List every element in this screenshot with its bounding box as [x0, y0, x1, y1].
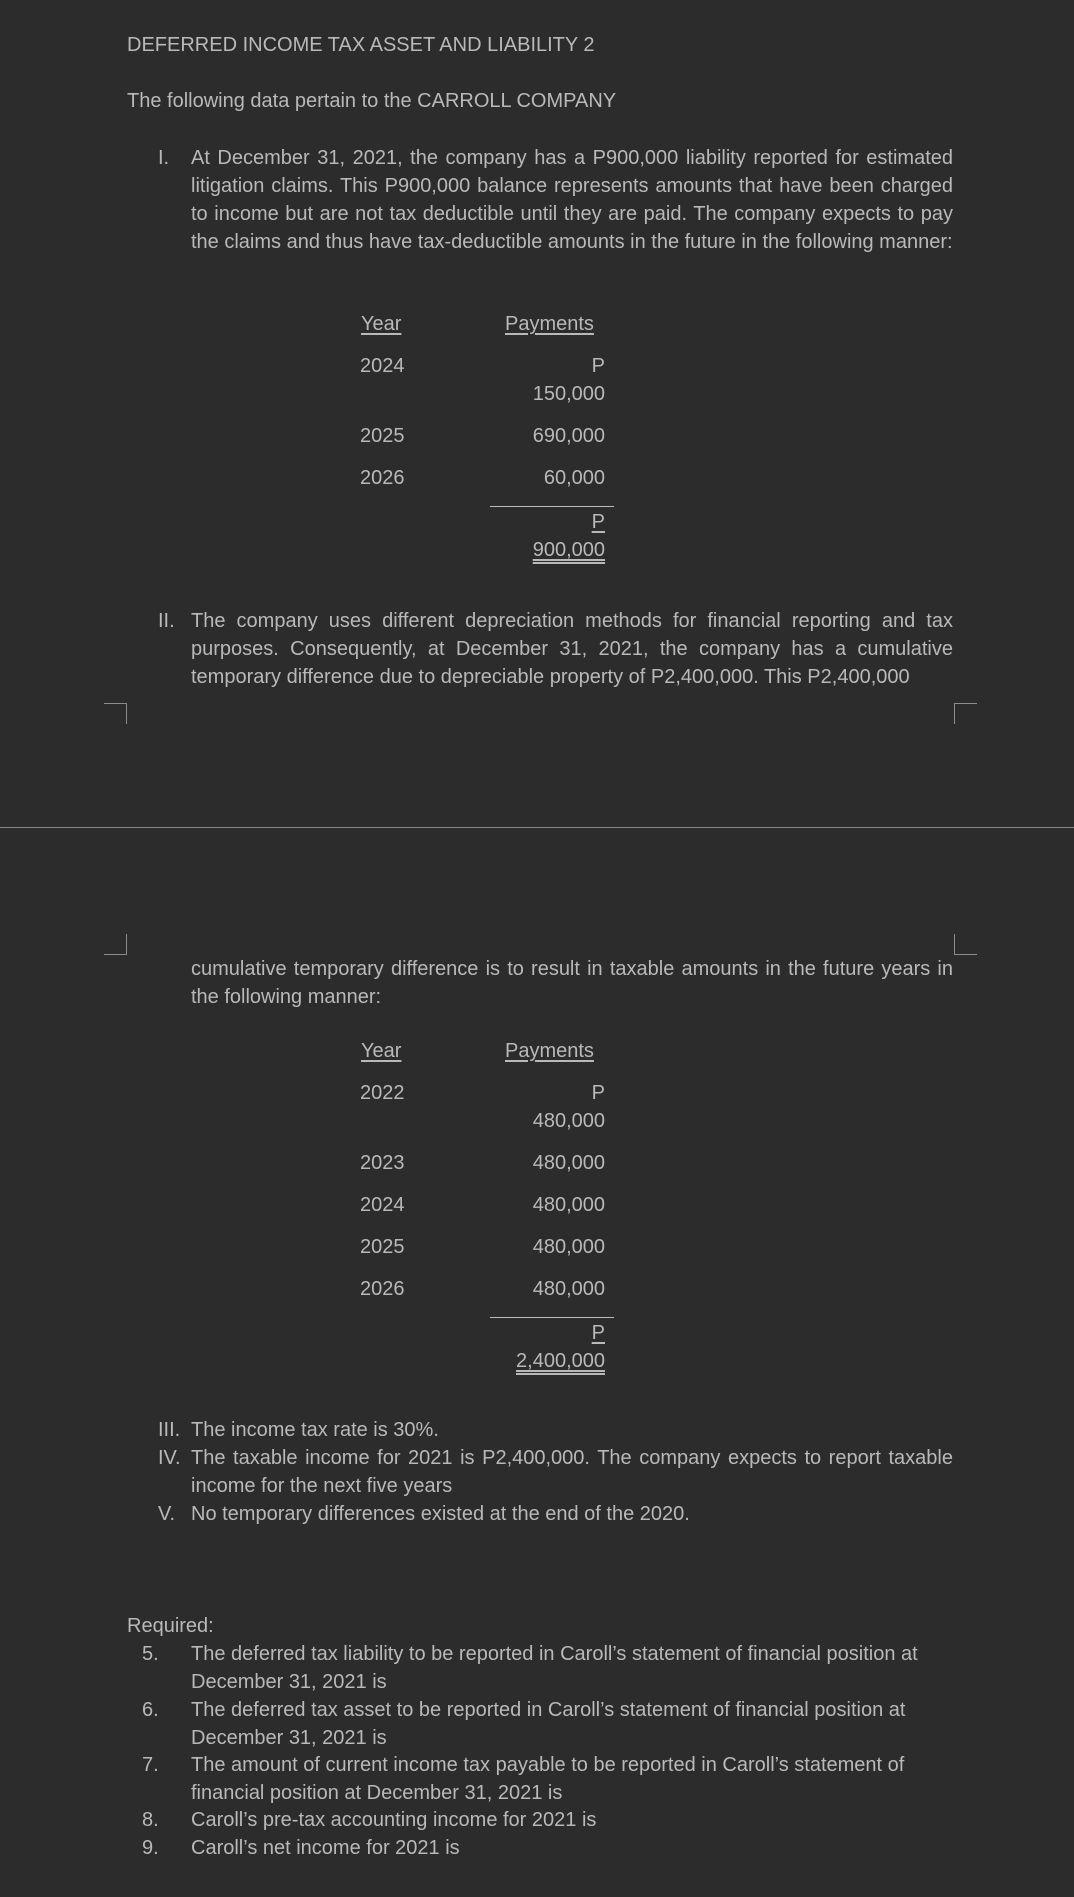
- table-1-year: 2026: [360, 467, 405, 489]
- table-2-currency: P: [591, 1082, 605, 1104]
- required-item: [0, 1834, 1074, 1862]
- table-2-total-rule: [490, 1317, 614, 1318]
- item-4-number: IV.: [158, 1447, 181, 1469]
- table-2-payments-header: Payments: [505, 1040, 594, 1062]
- required-item-text: The amount of current income tax payable to be reported in Caroll’s statement of financial position at December 31, 2021 is: [191, 1754, 905, 1804]
- required-item-number: 6.: [142, 1699, 159, 1721]
- table-2-total: 2,400,000: [516, 1350, 605, 1372]
- page-corner-mark: [954, 934, 977, 955]
- table-2-year: 2025: [360, 1236, 405, 1258]
- page-title: DEFERRED INCOME TAX ASSET AND LIABILITY 2: [127, 34, 595, 56]
- required-item-number: 5.: [142, 1643, 159, 1665]
- table-2-year: 2024: [360, 1194, 405, 1216]
- item-4-text: The taxable income for 2021 is P2,400,000. The company expects to report taxable income for the next five years: [191, 1447, 953, 1497]
- required-item: [0, 1806, 1074, 1834]
- required-item: [0, 1696, 1074, 1752]
- table-1-payments-header: Payments: [505, 313, 594, 335]
- required-label: Required:: [127, 1615, 214, 1637]
- table-1-currency: P: [591, 355, 605, 377]
- table-2-year: 2023: [360, 1152, 405, 1174]
- required-item-number: 7.: [142, 1754, 159, 1776]
- item-2: [128, 607, 953, 697]
- required-item-text: The deferred tax asset to be reported in Caroll’s statement of financial position at December 31, 2021 is: [191, 1699, 906, 1749]
- item-5-number: V.: [158, 1503, 176, 1525]
- table-1-total-currency: P: [591, 511, 605, 533]
- item-1: [128, 144, 953, 284]
- table-2-amount: 480,000: [532, 1110, 605, 1132]
- required-item: [0, 1640, 1074, 1696]
- table-2-year: 2022: [360, 1082, 405, 1104]
- table-2-amount: 480,000: [532, 1236, 605, 1258]
- required-item-text: Caroll’s net income for 2021 is: [191, 1837, 460, 1859]
- item-1-number: I.: [158, 147, 170, 169]
- required-item-text: Caroll’s pre-tax accounting income for 2021 is: [191, 1809, 597, 1831]
- table-2-year-header: Year: [361, 1040, 402, 1062]
- required-item-number: 9.: [142, 1837, 159, 1859]
- table-2-amount: 480,000: [532, 1152, 605, 1174]
- intro-text: The following data pertain to the CARROLL COMPANY: [127, 90, 617, 112]
- item-5: [128, 1500, 953, 1528]
- page-corner-mark: [104, 703, 127, 724]
- table-1-year: 2025: [360, 425, 405, 447]
- table-1-total: 900,000: [532, 539, 605, 561]
- table-2-amount: 480,000: [532, 1194, 605, 1216]
- page-corner-mark: [954, 703, 977, 724]
- required-item: [0, 1751, 1074, 1807]
- item-1-text: At December 31, 2021, the company has a P900,000 liability reported for estimated litigation claims. This P900,000 balance represents amounts that have been charged to income but are not tax deductible until they are paid. The company expects to pay the claims and thus have tax-deductible amounts in the future in the following manner:: [191, 147, 953, 253]
- page-corner-mark: [104, 934, 127, 955]
- table-1-total-rule: [490, 506, 614, 507]
- item-3-number: III.: [158, 1419, 181, 1441]
- page-separator: [0, 827, 1074, 828]
- item-3-text: The income tax rate is 30%.: [191, 1419, 439, 1441]
- required-item-number: 8.: [142, 1809, 159, 1831]
- table-1-amount: 690,000: [532, 425, 605, 447]
- table-1-year-header: Year: [361, 313, 402, 335]
- item-4: [128, 1444, 953, 1500]
- required-item-text: The deferred tax liability to be reported in Caroll’s statement of financial position at December 31, 2021 is: [191, 1643, 918, 1693]
- table-2-year: 2026: [360, 1278, 405, 1300]
- item-5-text: No temporary differences existed at the end of the 2020.: [191, 1503, 690, 1525]
- item-3: [128, 1416, 953, 1444]
- table-1-amount: 150,000: [532, 383, 605, 405]
- item-2-text-part2: cumulative temporary difference is to result in taxable amounts in the future years in the following manner:: [191, 958, 953, 1008]
- table-2-amount: 480,000: [532, 1278, 605, 1300]
- table-1-amount: 60,000: [543, 467, 605, 489]
- table-1-year: 2024: [360, 355, 405, 377]
- item-2-text-part1: The company uses different depreciation methods for financial reporting and tax purposes. Consequently, at December 31, 2021, the company has a cumulative temporary difference due to depreciable property of P2,400,000. This P2,400,000: [191, 610, 953, 688]
- table-2-total-currency: P: [591, 1322, 605, 1344]
- item-2-number: II.: [158, 610, 175, 632]
